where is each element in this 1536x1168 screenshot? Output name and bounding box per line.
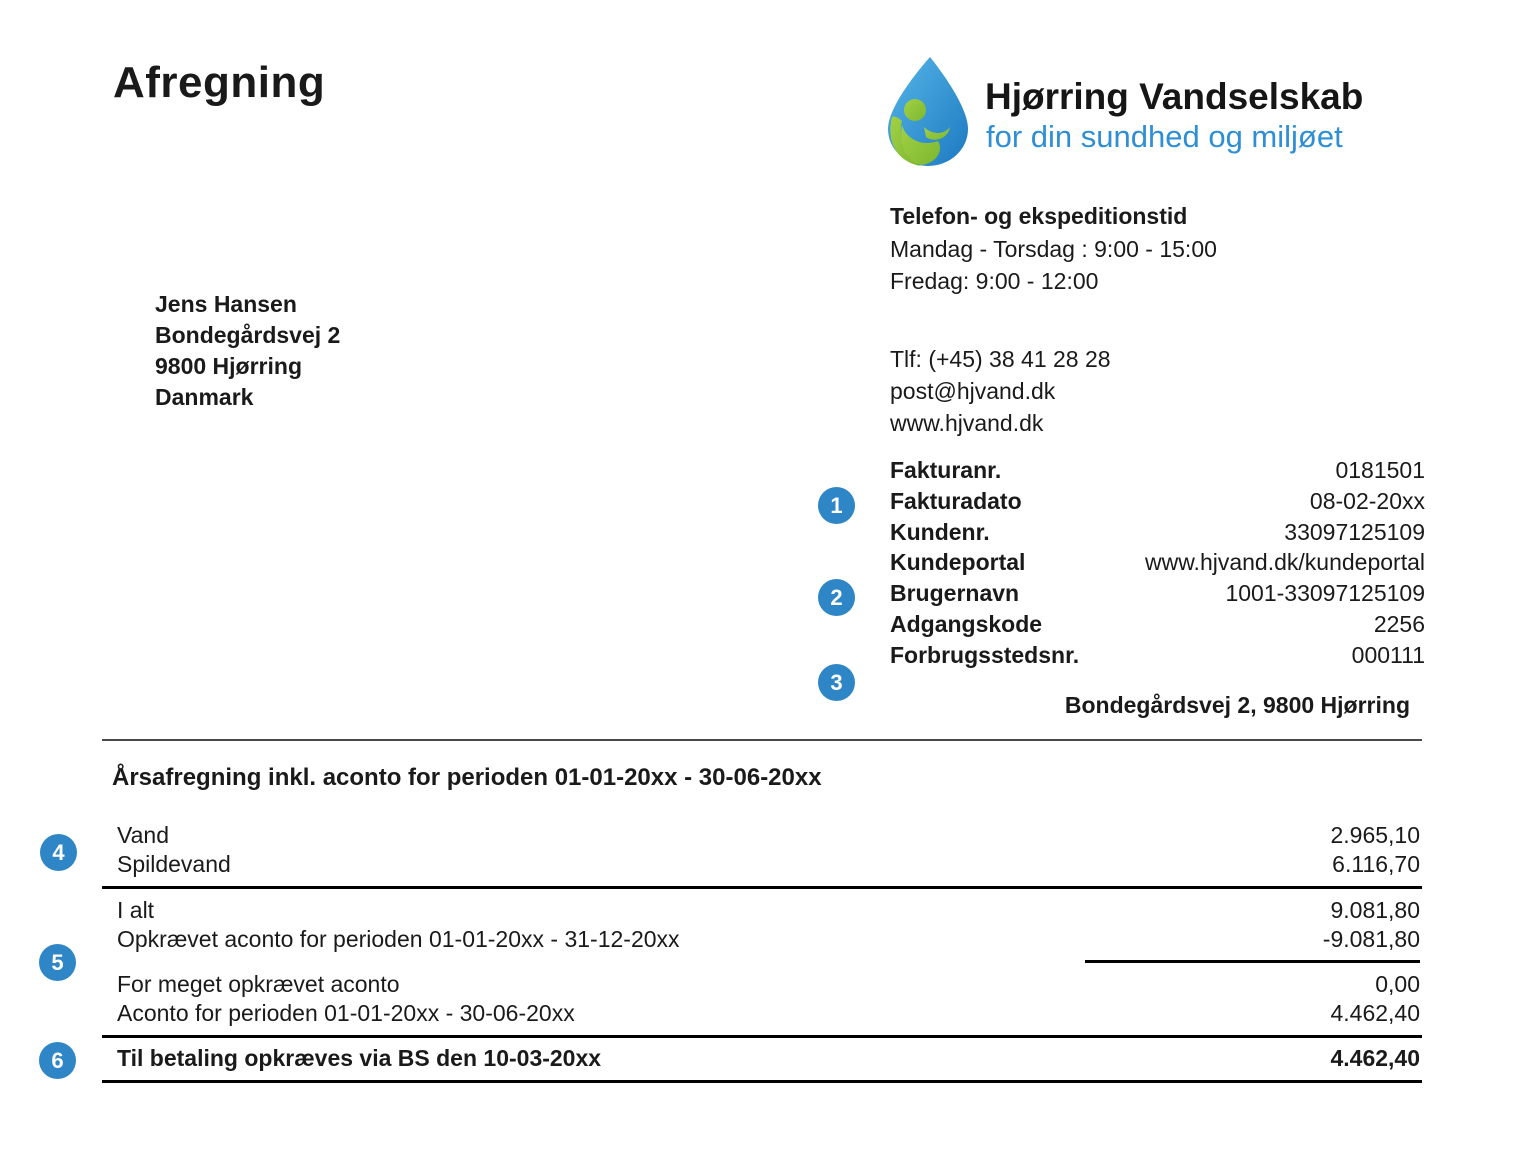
detail-value-adgangskode: 2256 bbox=[1373, 611, 1425, 637]
divider-aconto bbox=[1085, 960, 1420, 963]
callout-number: 2 bbox=[830, 584, 843, 610]
row-label-opkraevet-aconto: Opkrævet aconto for perioden 01-01-20xx - 31-12-20xx bbox=[117, 926, 680, 952]
divider-total-top bbox=[102, 1035, 1422, 1038]
detail-label-kundeportal: Kundeportal bbox=[890, 549, 1026, 575]
row-label-vand: Vand bbox=[117, 822, 170, 848]
row-label-spildevand: Spildevand bbox=[117, 851, 231, 877]
callout-number: 4 bbox=[52, 839, 65, 865]
row-label-for-meget: For meget opkrævet aconto bbox=[117, 971, 400, 997]
callout-number: 1 bbox=[830, 492, 843, 518]
callout-number: 5 bbox=[51, 949, 64, 975]
divider-total-bottom bbox=[102, 1080, 1422, 1083]
detail-value-kundeportal: www.hjvand.dk/kundeportal bbox=[1145, 549, 1425, 575]
row-value-spildevand: 6.116,70 bbox=[1332, 851, 1420, 877]
row-label-ialt: I alt bbox=[117, 897, 155, 923]
recipient-street: Bondegårdsvej 2 bbox=[155, 322, 341, 348]
callout-6 bbox=[39, 1042, 76, 1079]
recipient-address bbox=[155, 289, 340, 413]
callout-1 bbox=[818, 487, 855, 524]
water-drop-icon bbox=[884, 55, 968, 167]
callout-2 bbox=[818, 579, 855, 616]
callout-number: 3 bbox=[830, 669, 843, 695]
callout-3 bbox=[818, 664, 855, 701]
contact-hours-line: Mandag - Torsdag : 9:00 - 15:00 bbox=[890, 236, 1217, 262]
page-title: Afregning bbox=[113, 58, 326, 107]
company-name: Hjørring Vandselskab bbox=[985, 76, 1364, 117]
contact-hours-line: Fredag: 9:00 - 12:00 bbox=[890, 268, 1099, 294]
company-logo bbox=[884, 55, 968, 167]
divider-header bbox=[102, 739, 1422, 741]
divider-subtotal bbox=[102, 886, 1422, 889]
callout-number: 6 bbox=[51, 1047, 64, 1073]
recipient-country: Danmark bbox=[155, 384, 254, 410]
detail-label-fakturadato: Fakturadato bbox=[890, 488, 1022, 514]
statement-heading: Årsafregning inkl. aconto for perioden 01-01-20xx - 30-06-20xx bbox=[112, 764, 822, 791]
contact-hours-heading: Telefon- og ekspeditionstid bbox=[890, 203, 1188, 229]
consumption-address: Bondegårdsvej 2, 9800 Hjørring bbox=[1064, 692, 1410, 718]
detail-label-kundenr: Kundenr. bbox=[890, 519, 990, 545]
detail-label-forbrugsstedsnr: Forbrugsstedsnr. bbox=[890, 642, 1080, 668]
row-value-ialt: 9.081,80 bbox=[1330, 897, 1420, 923]
detail-value-forbrugsstedsnr: 000111 bbox=[1351, 642, 1425, 668]
row-value-aconto-perioden: 4.462,40 bbox=[1330, 1000, 1420, 1026]
contact-email: post@hjvand.dk bbox=[890, 378, 1056, 404]
detail-value-kundenr: 33097125109 bbox=[1284, 519, 1425, 545]
row-value-for-meget: 0,00 bbox=[1375, 971, 1420, 997]
contact-website: www.hjvand.dk bbox=[890, 410, 1044, 436]
row-label-aconto-perioden: Aconto for perioden 01-01-20xx - 30-06-20xx bbox=[117, 1000, 575, 1026]
detail-value-fakturadato: 08-02-20xx bbox=[1309, 488, 1425, 514]
recipient-name: Jens Hansen bbox=[155, 291, 297, 317]
contact-phone: Tlf: (+45) 38 41 28 28 bbox=[890, 346, 1111, 372]
recipient-city: 9800 Hjørring bbox=[155, 353, 302, 379]
row-value-opkraevet-aconto: -9.081,80 bbox=[1322, 926, 1420, 952]
company-tagline: for din sundhed og miljøet bbox=[986, 119, 1343, 154]
total-value: 4.462,40 bbox=[1330, 1045, 1420, 1071]
detail-label-fakturanr: Fakturanr. bbox=[890, 457, 1002, 483]
detail-value-fakturanr: 0181501 bbox=[1335, 457, 1425, 483]
row-value-vand: 2.965,10 bbox=[1330, 822, 1420, 848]
callout-5 bbox=[39, 944, 76, 981]
total-label: Til betaling opkræves via BS den 10-03-20xx bbox=[117, 1045, 602, 1071]
detail-label-adgangskode: Adgangskode bbox=[890, 611, 1043, 637]
detail-label-brugernavn: Brugernavn bbox=[890, 580, 1020, 606]
detail-value-brugernavn: 1001-33097125109 bbox=[1225, 580, 1425, 606]
callout-4 bbox=[40, 834, 77, 871]
